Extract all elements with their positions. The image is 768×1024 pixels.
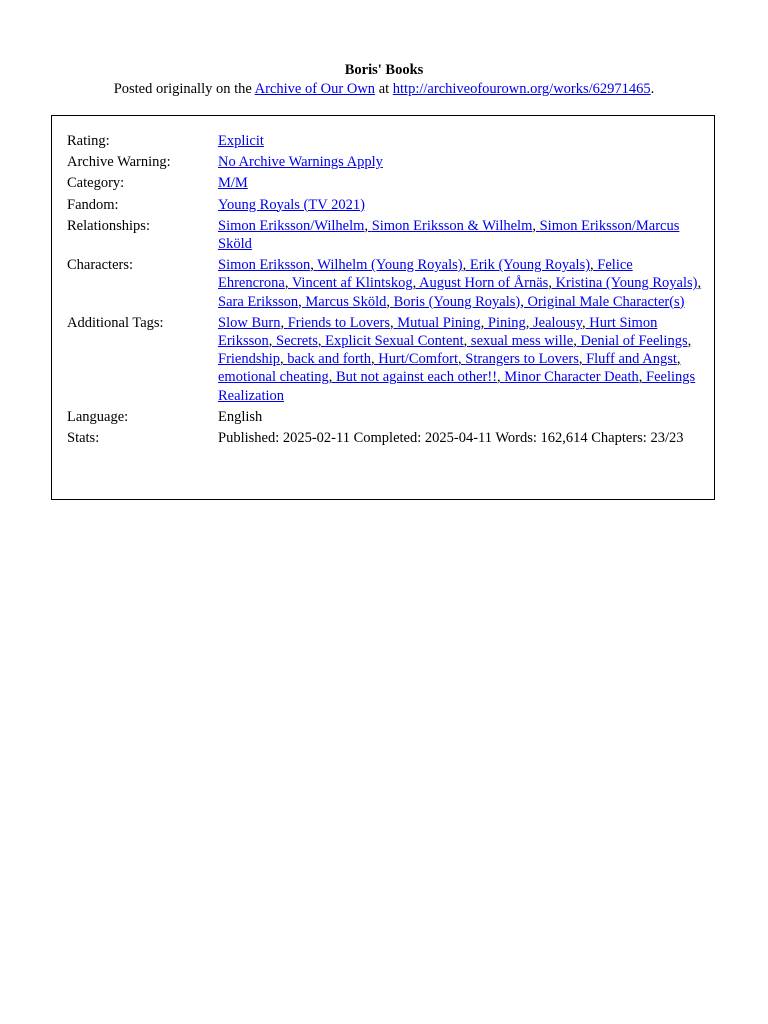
tag-link[interactable]: Pining , xyxy=(488,315,533,331)
relationship-link[interactable]: Simon Eriksson/Marcus Sköld xyxy=(218,217,680,253)
rating-value-cell xyxy=(218,132,703,153)
warning-row xyxy=(67,153,703,174)
tag-link[interactable]: Strangers to Lovers , xyxy=(465,351,586,367)
tag-link[interactable]: Mutual Pining , xyxy=(397,315,488,331)
relationships-value-cell xyxy=(218,217,703,256)
tag-link[interactable]: Fluff and Angst , xyxy=(586,351,680,367)
document-header xyxy=(0,61,768,99)
posted-prefix: Posted originally on the xyxy=(113,81,255,97)
posted-line xyxy=(0,80,768,99)
work-meta-table xyxy=(67,132,703,450)
rating-link[interactable]: Explicit xyxy=(218,133,264,149)
tag-link[interactable]: emotional cheating , xyxy=(218,369,336,385)
rating-row xyxy=(67,132,703,153)
posted-suffix: . xyxy=(650,81,655,97)
work-title: Boris' Books xyxy=(344,62,424,78)
relationship-link[interactable]: Simon Eriksson/Wilhelm , xyxy=(218,218,372,234)
archive-link[interactable]: Archive of Our Own xyxy=(254,81,376,97)
tag-link[interactable]: Secrets , xyxy=(276,333,325,349)
character-link[interactable]: Vincent af Klintskog , xyxy=(292,275,419,291)
language-value: English xyxy=(218,408,263,425)
character-link[interactable]: Simon Eriksson , xyxy=(218,257,317,273)
tag-link[interactable]: Feelings Realization xyxy=(218,369,696,404)
character-link[interactable]: Sara Eriksson , xyxy=(218,294,305,310)
relationships-label: Relationships: xyxy=(67,217,150,234)
language-label: Language: xyxy=(67,408,129,425)
characters-row xyxy=(67,256,703,314)
posted-mid: at xyxy=(375,81,393,97)
tag-link[interactable]: Jealousy , xyxy=(533,315,589,331)
character-link[interactable]: Felice Ehrencrona , xyxy=(218,257,633,291)
character-link[interactable]: Kristina (Young Royals) , xyxy=(556,275,702,291)
character-link[interactable]: Marcus Sköld , xyxy=(305,294,393,310)
tag-link[interactable]: Friendship , xyxy=(218,351,287,367)
fandom-label: Fandom: xyxy=(67,196,119,213)
language-row xyxy=(67,408,703,429)
tag-link[interactable]: Friends to Lovers , xyxy=(288,315,398,331)
characters-value-cell xyxy=(218,256,703,314)
characters-label: Characters: xyxy=(67,257,134,274)
work-meta-box xyxy=(51,115,715,500)
tag-link[interactable]: But not against each other!! , xyxy=(336,369,504,385)
tag-link[interactable]: Hurt/Comfort , xyxy=(378,351,465,367)
tag-link[interactable]: Slow Burn , xyxy=(218,315,288,331)
tag-link[interactable]: Minor Character Death , xyxy=(504,369,646,385)
stats-label: Stats: xyxy=(67,430,100,447)
character-link[interactable]: Original Male Character(s) xyxy=(527,293,685,310)
relationship-link[interactable]: Simon Eriksson & Wilhelm , xyxy=(372,218,540,234)
warning-label: Archive Warning: xyxy=(67,154,171,171)
category-row xyxy=(67,174,703,195)
tags-label: Additional Tags: xyxy=(67,314,164,331)
character-link[interactable]: Erik (Young Royals) , xyxy=(470,257,597,273)
character-link[interactable]: August Horn of Årnäs , xyxy=(419,275,556,291)
fandom-row xyxy=(67,196,703,217)
rating-label: Rating: xyxy=(67,133,110,149)
category-value-cell xyxy=(218,174,703,195)
warning-value-cell xyxy=(218,153,703,174)
stats-row xyxy=(67,429,703,450)
fandom-link[interactable]: Young Royals (TV 2021) xyxy=(218,196,365,213)
character-link[interactable]: Wilhelm (Young Royals) , xyxy=(317,257,470,273)
tags-value-cell xyxy=(218,314,703,408)
stats-value: Published: 2025-02-11 Completed: 2025-04-11 Words: 162,614 Chapters: 23/23 xyxy=(218,430,684,447)
tag-link[interactable]: Denial of Feelings , xyxy=(580,333,691,349)
relationships-row xyxy=(67,217,703,256)
tag-link[interactable]: sexual mess wille , xyxy=(471,333,581,349)
category-link[interactable]: M/M xyxy=(218,175,248,192)
warning-link[interactable]: No Archive Warnings Apply xyxy=(218,154,383,171)
category-label: Category: xyxy=(67,175,125,192)
tags-row xyxy=(67,314,703,408)
tag-link[interactable]: Explicit Sexual Content , xyxy=(325,333,471,349)
tag-link[interactable]: back and forth , xyxy=(287,351,378,367)
work-url-link[interactable]: http://archiveofourown.org/works/62971465 xyxy=(392,81,651,97)
tag-link[interactable]: Hurt Simon Eriksson , xyxy=(218,315,657,349)
fandom-value-cell xyxy=(218,196,703,217)
character-link[interactable]: Boris (Young Royals) , xyxy=(394,294,528,310)
